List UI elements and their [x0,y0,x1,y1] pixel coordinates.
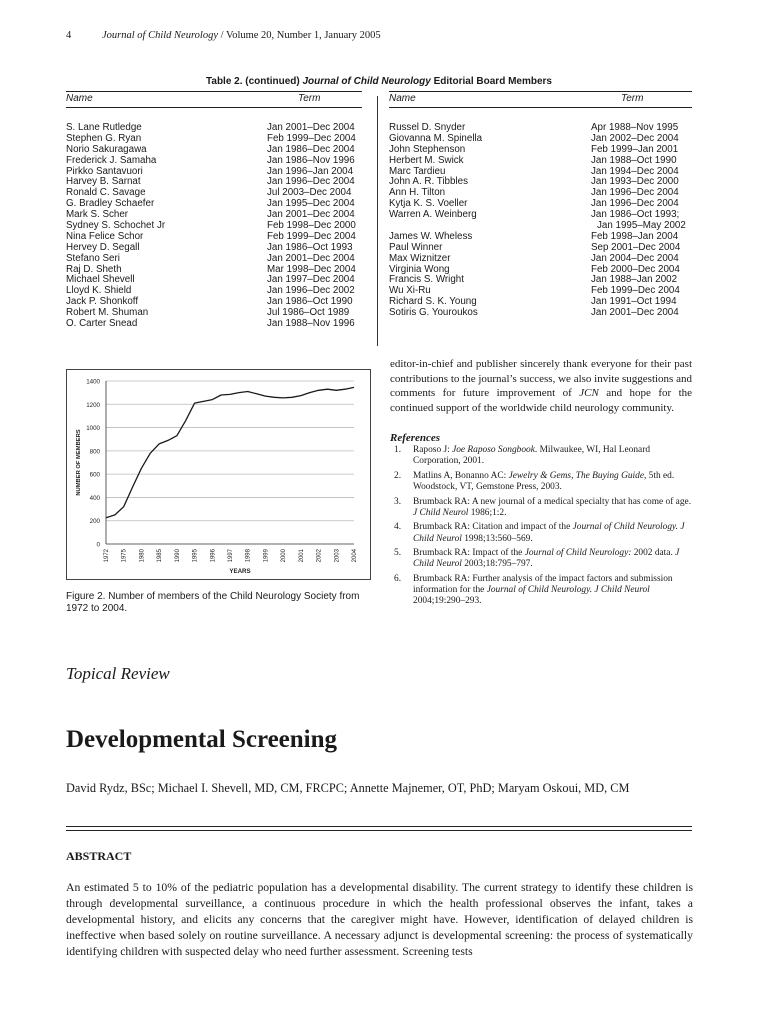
member-name: Sydney S. Schochet Jr [66,220,166,232]
member-term: Jan 2004–Dec 2004 [591,252,679,264]
y-tick-label: 800 [89,448,100,456]
x-tick-label: 1999 [263,549,270,563]
table-caption-prefix: Table 2. (continued) [206,76,303,87]
x-axis-label: YEARS [229,568,251,575]
member-name: Robert M. Shuman [66,307,149,319]
member-name: Nina Felice Schor [66,230,144,242]
reference-text-b: 1986;1:2. [468,507,507,518]
x-tick-label: 1995 [192,549,199,563]
reference-text-b: 2002 data. [631,548,676,559]
reference-number: 4. [394,522,402,533]
y-tick-label: 1000 [86,425,100,433]
membership-line [106,387,354,517]
x-tick-label: 2001 [298,549,305,563]
member-term: Jan 1996–Dec 2004 [591,198,679,210]
reference-text-i2: J Child Neurol [413,548,680,570]
member-term: Feb 2000–Dec 2004 [591,263,680,275]
member-term: Jan 1996–Dec 2004 [591,187,679,199]
y-axis-label: NUMBER OF MEMBERS [76,429,82,496]
member-name: Francis S. Wright [389,274,464,286]
reference-number: 3. [394,496,402,507]
x-tick-label: 2004 [352,549,358,563]
y-tick-label: 600 [89,471,100,479]
page-number: 4 [66,30,72,41]
x-tick-label: 1990 [174,549,181,563]
member-name: Norio Sakuragawa [66,143,147,155]
table-right-rows [389,123,692,319]
member-name: Richard S. K. Young [389,296,477,308]
x-tick-label: 2003 [334,549,341,563]
closing-paragraph [390,357,692,416]
x-tick-label: 2002 [316,549,323,563]
x-tick-label: 1972 [104,549,110,563]
member-term: Jan 1988–Nov 1996 [267,318,355,330]
table-header-right [389,91,692,108]
reference-number: 5. [394,548,402,559]
reference-text-i: Joe Raposo Songbook [452,445,535,455]
member-term: Jan 1993–Dec 2000 [591,176,679,188]
member-term: Jan 2002–Dec 2004 [591,132,679,144]
reference-text-i: Journal of Child Neurology. J Child Neurol [486,585,650,596]
x-tick-label: 1996 [210,549,217,563]
article-authors: David Rydz, BSc; Michael I. Shevell, MD, CM, FRCPC; Annette Majnemer, OT, PhD; Maryam Oskoui, MD, CM [66,781,630,795]
member-name: Mark S. Scher [66,209,129,221]
member-name: Paul Winner [389,241,443,253]
member-term: Jan 2001–Dec 2004 [267,252,355,264]
closing-paragraph-jcn: JCN [579,387,599,400]
figure-caption: Figure 2. Number of members of the Child Neurology Society from 1972 to 2004. [66,591,360,614]
member-name: Jack P. Shonkoff [66,296,139,308]
member-name: S. Lane Rutledge [66,122,142,133]
section-label: Topical Review [66,664,170,683]
abstract-heading: ABSTRACT [66,849,132,863]
table-caption-suffix: Editorial Board Members [430,76,552,87]
member-name: Kytja K. S. Voeller [389,198,468,210]
table-row [389,254,692,265]
column-header-term: Term [298,93,321,104]
reference-text-b2: 2003;18:795–797. [461,559,533,570]
reference-item [390,445,692,467]
table-caption [66,76,692,87]
table-row [389,156,692,167]
title-rule-top [66,826,692,827]
reference-text-i: Journal of Child Neurology. J Child Neurol [413,522,685,544]
member-term: Jan 1996–Jan 2004 [267,165,354,177]
member-term: Feb 1999–Dec 2004 [267,230,356,242]
member-term: Jan 1986–Oct 1990 [267,296,353,308]
member-term: Jan 1997–Dec 2004 [267,274,355,286]
table-left-rows [66,123,362,330]
figure-2-chart [66,369,371,580]
member-name: Warren A. Weinberg [389,209,477,221]
member-name: Herbert M. Swick [389,154,464,166]
member-name: Frederick J. Samaha [66,154,157,166]
member-name: O. Carter Snead [66,318,138,330]
member-term: Jan 1994–Dec 2004 [591,165,679,177]
reference-text-b: . Milwaukee, WI, Hal Leonard Corporation, 2001. [413,445,651,467]
member-term: Apr 1988–Nov 1995 [591,122,679,133]
member-term: Jan 1986–Dec 2004 [267,143,355,155]
member-term: Jan 2001–Dec 2004 [591,307,679,319]
member-name: Hervey D. Segall [66,241,140,253]
closing-paragraph-b: and hope for the continued support of the worldwide child neurology community. [390,387,693,415]
member-name: Sotiris G. Youroukos [389,307,478,319]
member-name: Virginia Wong [389,263,450,275]
x-tick-label: 1975 [121,549,128,563]
reference-text-a: Matlins A, Bonanno AC: [413,470,509,481]
member-term: Jan 1996–Dec 2004 [267,176,355,188]
references-heading: References [390,432,441,444]
reference-text-a: Brumback RA: Citation and impact of the [413,522,573,533]
member-name: Lloyd K. Shield [66,285,132,297]
column-header-name: Name [389,93,416,104]
closing-paragraph-a: editor-in-chief and publisher sincerely thank everyone for their past contributions to the journal’s success, we also invite suggestions and comments for future improvement of [390,358,692,400]
x-tick-label: 1980 [139,549,146,563]
member-name: Max Wiznitzer [389,252,451,264]
member-name: Pirkko Santavuori [66,165,143,177]
reference-text-b: 1998;13:560–569. [461,533,533,544]
member-name: Stephen G. Ryan [66,132,142,144]
member-name: G. Bradley Schaefer [66,198,155,210]
table-row [66,156,362,167]
member-name: Stefano Seri [66,252,120,264]
member-term: Sep 2001–Dec 2004 [591,241,681,253]
y-tick-label: 400 [89,494,100,502]
reference-number: 2. [394,470,402,481]
title-rule-bottom [66,830,692,831]
member-term: Jan 1986–Nov 1996 [267,154,355,166]
reference-text-b: 2004;19:290–293. [413,596,482,607]
member-term: Jul 1986–Oct 1989 [267,307,350,319]
member-term: Feb 1999–Dec 2004 [591,285,680,297]
member-term: Jan 1986–Oct 1993; [591,209,680,221]
x-tick-label: 1985 [157,549,164,563]
member-name: Russel D. Snyder [389,122,466,133]
member-term: Jan 1988–Jan 2002 [591,274,678,286]
reference-text-a: Raposo J: [413,445,453,455]
member-term: Jan 1988–Oct 1990 [591,154,677,166]
reference-text-i: Journal of Child Neurology: [524,548,632,559]
member-name: Raj D. Sheth [66,263,122,275]
reference-item [390,471,692,493]
reference-text-a: Brumback RA: Impact of the [413,548,525,559]
member-name: Giovanna M. Spinella [389,132,483,144]
member-term: Jan 1995–Dec 2004 [267,198,355,210]
member-name: John Stephenson [389,143,466,155]
reference-text-b: , 5th ed. Woodstock, VT, Gemstone Press, 2003. [413,470,675,492]
reference-text-a: Brumback RA: Further analysis of the impact factors and submission information for the [413,573,673,596]
table-row [66,319,362,330]
table-right-column [389,91,692,319]
member-term: Jan 2001–Dec 2004 [267,209,355,221]
member-name: Harvey B. Sarnat [66,176,141,188]
member-term: Jan 2001–Dec 2004 [267,122,355,133]
member-term: Feb 1998–Dec 2000 [267,220,356,232]
reference-text-i: Jewelry & Gems, The Buying Guide [508,470,644,481]
member-term: Feb 1999–Dec 2004 [267,132,356,144]
y-tick-label: 1200 [86,401,100,409]
article-title: Developmental Screening [66,726,338,753]
member-term: Mar 1998–Dec 2004 [267,263,356,275]
table-caption-journal: Journal of Child Neurology [302,76,431,87]
references-list [390,445,692,611]
table-row [389,308,692,319]
member-name: Ann H. Tilton [389,187,446,199]
table-left-column [66,91,362,330]
reference-number: 1. [394,445,402,455]
y-tick-label: 1400 [86,378,100,386]
reference-text-i: J Child Neurol [413,507,469,518]
reference-item [390,522,692,544]
table-column-divider [377,96,378,346]
member-term: Jul 2003–Dec 2004 [267,187,352,199]
member-name: Marc Tardieu [389,165,446,177]
reference-number: 6. [394,573,402,584]
x-tick-label: 2000 [281,549,288,563]
column-header-name: Name [66,93,93,104]
reference-item [390,574,692,608]
y-tick-label: 200 [89,518,100,526]
column-header-term: Term [621,93,644,104]
member-term: Feb 1998–Jan 2004 [591,230,679,242]
member-term-continued: Jan 1995–May 2002 [597,220,686,232]
member-term: Jan 1991–Oct 1994 [591,296,677,308]
running-head [66,30,381,41]
issue-info: / Volume 20, Number 1, January 2005 [217,30,381,41]
chart-svg [67,370,370,579]
table-header-left [66,91,362,108]
member-name: Ronald C. Savage [66,187,146,199]
x-tick-label: 1998 [245,549,252,563]
reference-text-a: Brumback RA: A new journal of a medical specialty that has come of age. [413,496,692,507]
reference-item [390,497,692,519]
member-term: Jan 1986–Oct 1993 [267,241,353,253]
table-row [66,254,362,265]
x-tick-label: 1997 [228,549,234,563]
member-name: Wu Xi-Ru [389,285,431,297]
member-name: Michael Shevell [66,274,135,286]
journal-name: Journal of Child Neurology [102,30,218,41]
member-name: James W. Wheless [389,230,473,242]
member-term: Jan 1996–Dec 2002 [267,285,355,297]
y-tick-label: 0 [96,541,100,549]
member-term: Feb 1999–Jan 2001 [591,143,679,155]
member-name: John A. R. Tibbles [389,176,468,188]
reference-item [390,548,692,570]
abstract-text: An estimated 5 to 10% of the pediatric population has a developmental disability. The current strategy to identify these children is through developmental surveillance, a continuous procedure in which the health professional observes the infant, takes a developmental history, and elicits any concerns that the caregiver might have. However, identification of delayed children is ineffective when based solely on routine surveillance. A necessary adjunct is developmental screening: the process of systematically identifying children with suspected delay who need further assessment. Screening tests [66,881,693,958]
